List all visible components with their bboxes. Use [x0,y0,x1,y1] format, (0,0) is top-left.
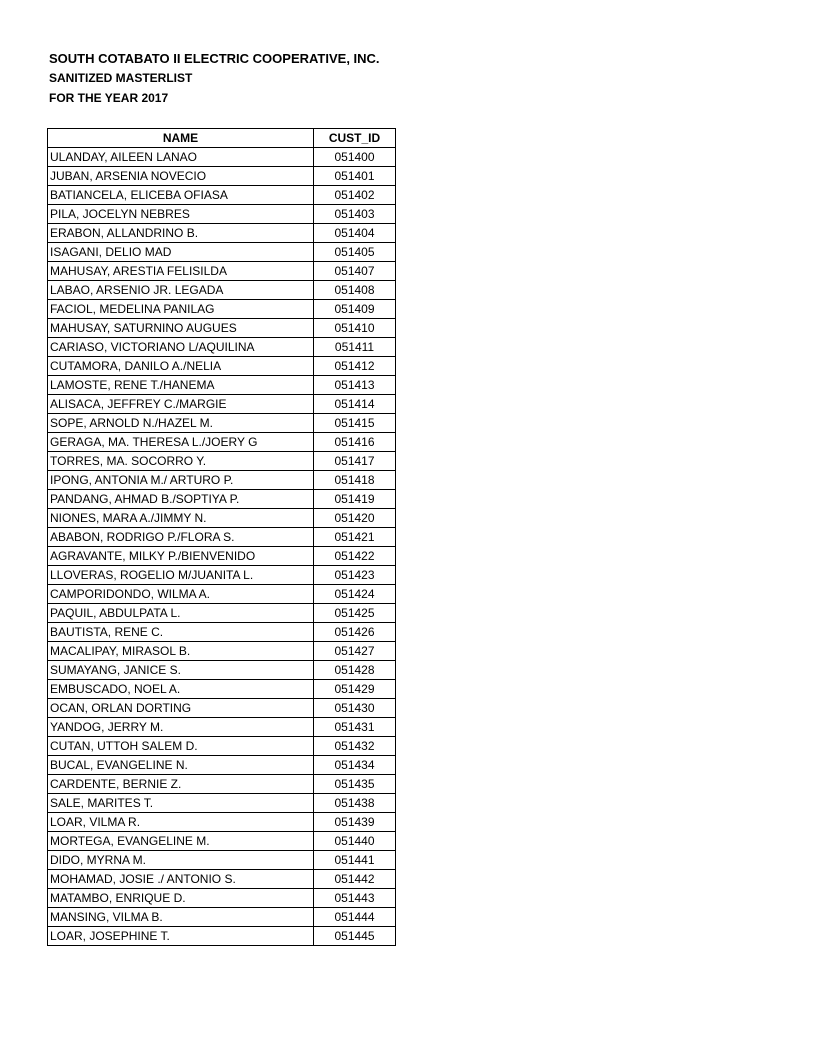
name-cell: FACIOL, MEDELINA PANILAG [48,300,314,319]
cust-id-cell: 051411 [314,338,396,357]
table-row [48,224,396,243]
cust-id-cell: 051425 [314,604,396,623]
table-row [48,832,396,851]
table-row [48,661,396,680]
cust-id-cell: 051416 [314,433,396,452]
name-cell: YANDOG, JERRY M. [48,718,314,737]
cust-id-cell: 051403 [314,205,396,224]
name-cell: SOPE, ARNOLD N./HAZEL M. [48,414,314,433]
cust-id-cell: 051408 [314,281,396,300]
table-row [48,376,396,395]
table-row [48,699,396,718]
name-cell: PANDANG, AHMAD B./SOPTIYA P. [48,490,314,509]
name-cell: CARIASO, VICTORIANO L/AQUILINA [48,338,314,357]
cust-id-cell: 051409 [314,300,396,319]
name-cell: LOAR, VILMA R. [48,813,314,832]
name-cell: EMBUSCADO, NOEL A. [48,680,314,699]
cust-id-cell: 051414 [314,395,396,414]
table-row [48,642,396,661]
name-cell: CAMPORIDONDO, WILMA A. [48,585,314,604]
cust-id-cell: 051429 [314,680,396,699]
table-row [48,908,396,927]
name-cell: ULANDAY, AILEEN LANAO [48,148,314,167]
name-cell: CUTAMORA, DANILO A./NELIA [48,357,314,376]
name-cell: ERABON, ALLANDRINO B. [48,224,314,243]
table-row [48,794,396,813]
name-cell: MACALIPAY, MIRASOL B. [48,642,314,661]
year-line: FOR THE YEAR 2017 [49,91,169,105]
table-row [48,585,396,604]
table-row [48,452,396,471]
table-row [48,851,396,870]
table-row [48,262,396,281]
name-cell: MOHAMAD, JOSIE ./ ANTONIO S. [48,870,314,889]
name-cell: MATAMBO, ENRIQUE D. [48,889,314,908]
cust-id-cell: 051419 [314,490,396,509]
table-row [48,319,396,338]
cust-id-cell: 051405 [314,243,396,262]
name-cell: SALE, MARITES T. [48,794,314,813]
table-row [48,718,396,737]
company-title: SOUTH COTABATO II ELECTRIC COOPERATIVE, INC. [49,51,380,66]
table-row [48,889,396,908]
table-row [48,148,396,167]
cust-id-cell: 051417 [314,452,396,471]
name-cell: BAUTISTA, RENE C. [48,623,314,642]
name-cell: MORTEGA, EVANGELINE M. [48,832,314,851]
table-row [48,281,396,300]
table-row [48,433,396,452]
cust-id-cell: 051430 [314,699,396,718]
name-cell: OCAN, ORLAN DORTING [48,699,314,718]
cust-id-cell: 051426 [314,623,396,642]
table-row [48,528,396,547]
table-row [48,927,396,946]
table-row [48,300,396,319]
cust-id-cell: 051420 [314,509,396,528]
table-row [48,756,396,775]
table-row [48,813,396,832]
name-cell: PILA, JOCELYN NEBRES [48,205,314,224]
name-cell: LOAR, JOSEPHINE T. [48,927,314,946]
cust-id-cell: 051418 [314,471,396,490]
cust-id-cell: 051402 [314,186,396,205]
name-cell: CARDENTE, BERNIE Z. [48,775,314,794]
cust-id-cell: 051421 [314,528,396,547]
column-header-name: NAME [48,129,314,148]
name-cell: BATIANCELA, ELICEBA OFIASA [48,186,314,205]
table-row [48,167,396,186]
cust-id-cell: 051415 [314,414,396,433]
cust-id-cell: 051404 [314,224,396,243]
table-row [48,338,396,357]
table-row [48,490,396,509]
name-cell: MANSING, VILMA B. [48,908,314,927]
table-row [48,205,396,224]
name-cell: AGRAVANTE, MILKY P./BIENVENIDO [48,547,314,566]
name-cell: MAHUSAY, ARESTIA FELISILDA [48,262,314,281]
table-row [48,566,396,585]
name-cell: LABAO, ARSENIO JR. LEGADA [48,281,314,300]
name-cell: GERAGA, MA. THERESA L./JOERY G [48,433,314,452]
name-cell: NIONES, MARA A./JIMMY N. [48,509,314,528]
table-body [48,148,396,946]
cust-id-cell: 051424 [314,585,396,604]
cust-id-cell: 051441 [314,851,396,870]
cust-id-cell: 051442 [314,870,396,889]
table-row [48,357,396,376]
name-cell: LAMOSTE, RENE T./HANEMA [48,376,314,395]
table-row [48,414,396,433]
table-row [48,680,396,699]
cust-id-cell: 051407 [314,262,396,281]
table-row [48,623,396,642]
column-header-cust-id: CUST_ID [314,129,396,148]
cust-id-cell: 051432 [314,737,396,756]
cust-id-cell: 051427 [314,642,396,661]
cust-id-cell: 051439 [314,813,396,832]
cust-id-cell: 051440 [314,832,396,851]
table-row [48,395,396,414]
table-row [48,547,396,566]
table-row [48,737,396,756]
cust-id-cell: 051400 [314,148,396,167]
cust-id-cell: 051444 [314,908,396,927]
cust-id-cell: 051412 [314,357,396,376]
cust-id-cell: 051445 [314,927,396,946]
table-row [48,775,396,794]
name-cell: PAQUIL, ABDULPATA L. [48,604,314,623]
name-cell: BUCAL, EVANGELINE N. [48,756,314,775]
name-cell: ABABON, RODRIGO P./FLORA S. [48,528,314,547]
table-row [48,870,396,889]
name-cell: JUBAN, ARSENIA NOVECIO [48,167,314,186]
table-row [48,243,396,262]
cust-id-cell: 051434 [314,756,396,775]
name-cell: TORRES, MA. SOCORRO Y. [48,452,314,471]
cust-id-cell: 051413 [314,376,396,395]
table-header-row [48,129,396,148]
cust-id-cell: 051423 [314,566,396,585]
name-cell: CUTAN, UTTOH SALEM D. [48,737,314,756]
name-cell: DIDO, MYRNA M. [48,851,314,870]
table-row [48,186,396,205]
table-row [48,604,396,623]
cust-id-cell: 051401 [314,167,396,186]
cust-id-cell: 051428 [314,661,396,680]
name-cell: ALISACA, JEFFREY C./MARGIE [48,395,314,414]
cust-id-cell: 051431 [314,718,396,737]
name-cell: MAHUSAY, SATURNINO AUGUES [48,319,314,338]
masterlist-table [47,128,396,946]
cust-id-cell: 051435 [314,775,396,794]
name-cell: LLOVERAS, ROGELIO M/JUANITA L. [48,566,314,585]
table-row [48,509,396,528]
table-row [48,471,396,490]
name-cell: ISAGANI, DELIO MAD [48,243,314,262]
cust-id-cell: 051410 [314,319,396,338]
document-subtitle: SANITIZED MASTERLIST [49,71,193,85]
name-cell: IPONG, ANTONIA M./ ARTURO P. [48,471,314,490]
document-header [49,50,380,109]
name-cell: SUMAYANG, JANICE S. [48,661,314,680]
cust-id-cell: 051443 [314,889,396,908]
cust-id-cell: 051438 [314,794,396,813]
cust-id-cell: 051422 [314,547,396,566]
